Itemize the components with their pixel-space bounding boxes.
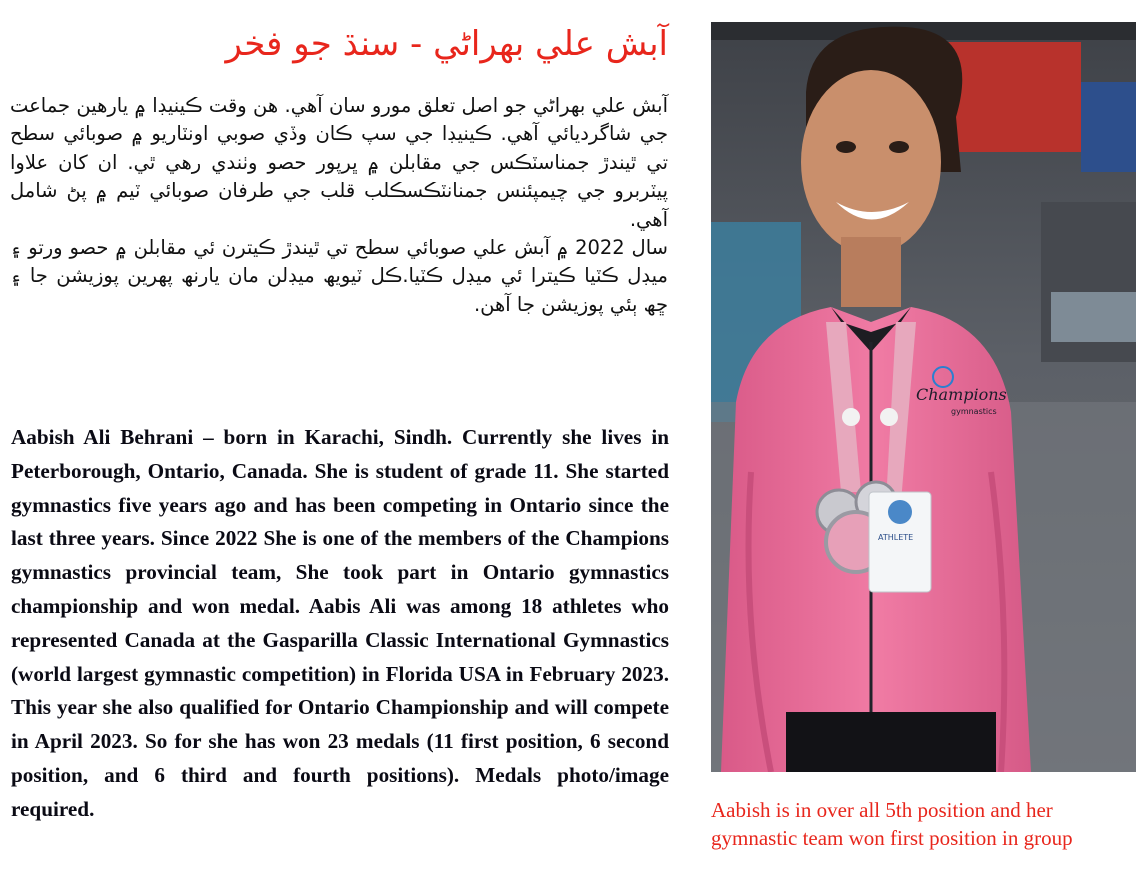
skull-pin bbox=[842, 408, 860, 426]
sindhi-paragraph: آبش علي بھراڻي جو اصل تعلق مورو سان آھي. ھن وقت ڪينيڊا ۾ يارھين جماعت جي شاگرديائي آھي. ڪينيڊا جي سپ ڪان وڏي صوبي اونٽاريو ۾ صوبائي سطح تي ٿيندڙ جمناسٽڪس جي مقابلن ۾ ڀرپور حصو وٺندي رھي ٿي. ان کان علاوا پيٽربرو جي چيمپئنس جمنانٽڪسڪلب قلب جي طرفان صوبائي ٽيم ۾ پڻ شامل آھي. bbox=[10, 94, 668, 231]
badge-label: ATHLETE bbox=[878, 533, 914, 542]
athlete-photo bbox=[711, 22, 1136, 772]
jacket-logo-subtext: gymnastics bbox=[951, 407, 997, 416]
face bbox=[801, 70, 941, 254]
sindhi-body bbox=[10, 92, 668, 319]
athlete-photo-illustration bbox=[711, 22, 1136, 772]
arena-screen bbox=[941, 42, 1081, 152]
english-body: Aabish Ali Behrani – born in Karachi, Sindh. Currently she lives in Peterborough, Ontario, Canada. She is student of grade 11. She started gymnastics five years ago and has been competing in Ontario since the last three years. Since 2022 She is one of the members of the Champions gymnastics provincial team, She took part in Ontario gymnastics championship and won medal. Aabis Ali was among 18 athletes who represented Canada at the Gasparilla Classic International Gymnastics (world largest gymnastic competition) in Florida USA in February 2023. This year she also qualified for Ontario Championship and will compete in April 2023. So for she has won 23 medals (11 first position, 6 second position, and 6 third and fourth positions). Medals photo/image required. bbox=[11, 425, 669, 821]
sindhi-title: آبش علي بھراڻي - سنڌ جو فخر bbox=[225, 24, 668, 64]
arena-banner bbox=[1081, 82, 1136, 172]
sindhi-paragraph: سال 2022 ۾ آبش علي صوبائي سطح تي ٿيندڙ ڪيترن ئي مقابلن ۾ حصو ورتو ۽ ميڊل ڪٽيا ڪيترا ئي ميڊل ڪٽيا.ڪل ٽيويھ ميڊلن مان يارنھ پھرين پوزيشن جا ۽ ڇھ ٻئي پوزيشن جا آھن. bbox=[10, 236, 668, 316]
skull-pin bbox=[880, 408, 898, 426]
photo-caption: Aabish is in over all 5th position and her gymnastic team won first position in group bbox=[711, 798, 1073, 850]
jacket-logo: Champions bbox=[916, 385, 1007, 404]
